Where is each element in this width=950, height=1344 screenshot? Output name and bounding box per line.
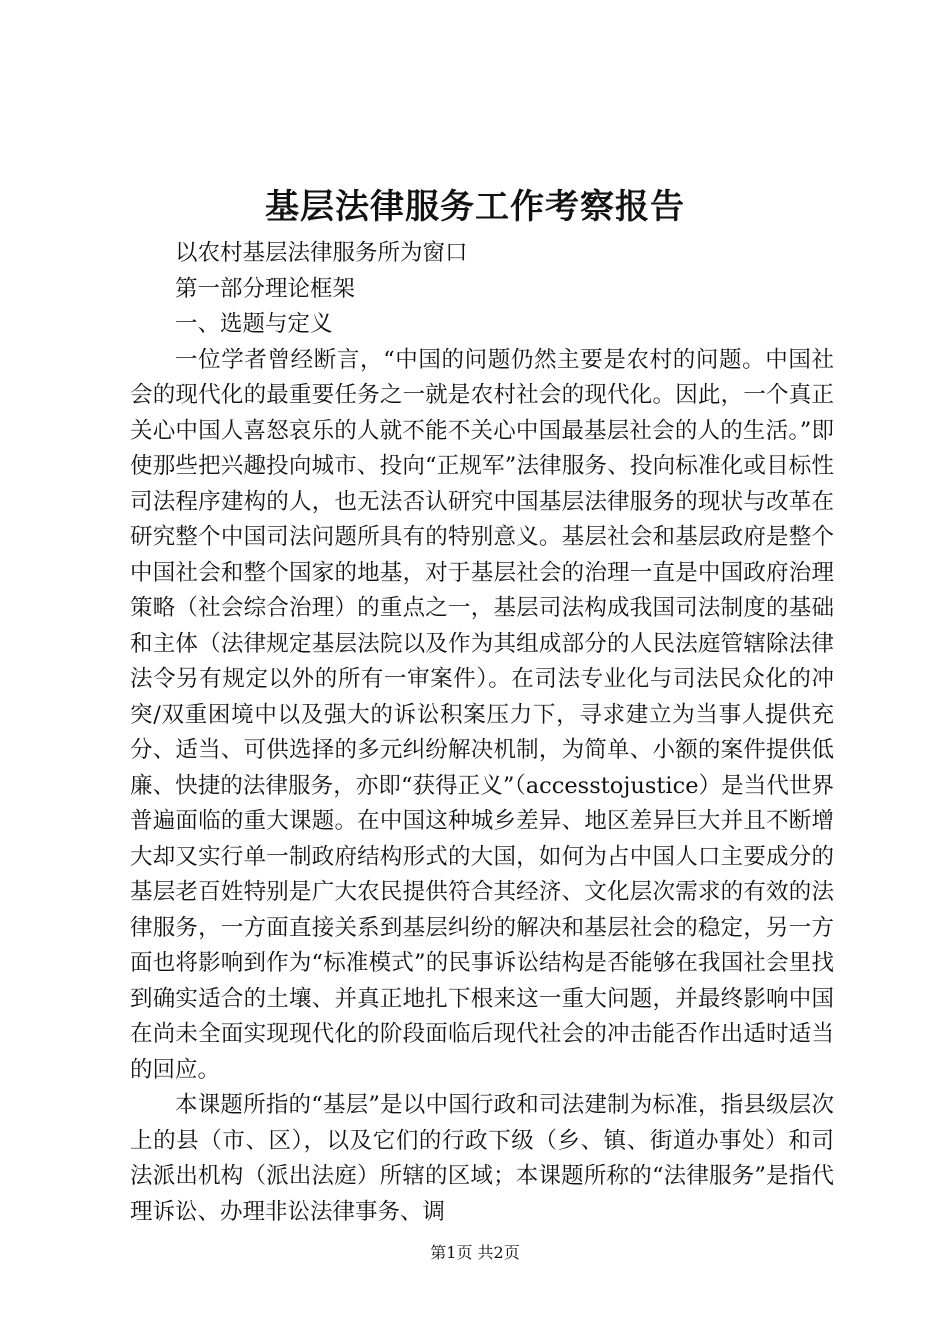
document-title: 基层法律服务工作考察报告 bbox=[265, 187, 685, 227]
subtitle-line: 以农村基层法律服务所为窗口 bbox=[175, 240, 468, 266]
part-heading: 第一部分理论框架 bbox=[175, 275, 356, 302]
section-heading: 一、选题与定义 bbox=[175, 311, 333, 337]
document-body bbox=[130, 236, 834, 1230]
body-paragraph: 本课题所指的“基层”是以中国行政和司法建制为标准，指县级层次上的县（市、区），以及它们的行政下级（乡、镇、街道办事处）和司法派出机构（派出法庭）所辖的区域；本课题所称的“法律服务”是指代理诉讼、办理非讼法律事务、调 bbox=[130, 1092, 834, 1225]
body-paragraph: 一位学者曾经断言，“中国的问题仍然主要是农村的问题。中国社会的现代化的最重要任务之一就是农村社会的现代化。因此，一个真正关心中国人喜怒哀乐的人就不能不关心中国最基层社会的人的生活。”即使那些把兴趣投向城市、投向“正规军”法律服务、投向标准化或目标性司法程序建构的人，也无法否认研究中国基层法律服务的现状与改革在研究整个中国司法问题所具有的特别意义。基层社会和基层政府是整个中国社会和整个国家的地基，对于基层社会的治理一直是中国政府治理策略（社会综合治理）的重点之一，基层司法构成我国司法制度的基础和主体（法律规定基层法院以及作为其组成部分的人民法庭管辖除法律法令另有规定以外的所有一审案件）。在司法专业化与司法民众化的冲突/双重困境中以及强大的诉讼积案压力下，寻求建立为当事人提供充分、适当、可供选择的多元纠纷解决机制，为简单、小额的案件提供低廉、快捷的法律服务，亦即“获得正义”（accesstojustice）是当代世界普遍面临的重大课题。在中国这种城乡差异、地区差异巨大并且不断增大却又实行单一制政府结构形式的大国，如何为占中国人口主要成分的基层老百姓特别是广大农民提供符合其经济、文化层次需求的有效的法律服务，一方面直接关系到基层纠纷的解决和基层社会的稳定，另一方面也将影响到作为“标准模式”的民事诉讼结构是否能够在我国社会里找到确实适合的土壤、并真正地扎下根来这一重大问题，并最终影响中国在尚未全面实现现代化的阶段面临后现代社会的冲击能否作出适时适当的回应。 bbox=[130, 346, 834, 1083]
page-number-footer: 第1页 共2页 bbox=[430, 1243, 520, 1262]
